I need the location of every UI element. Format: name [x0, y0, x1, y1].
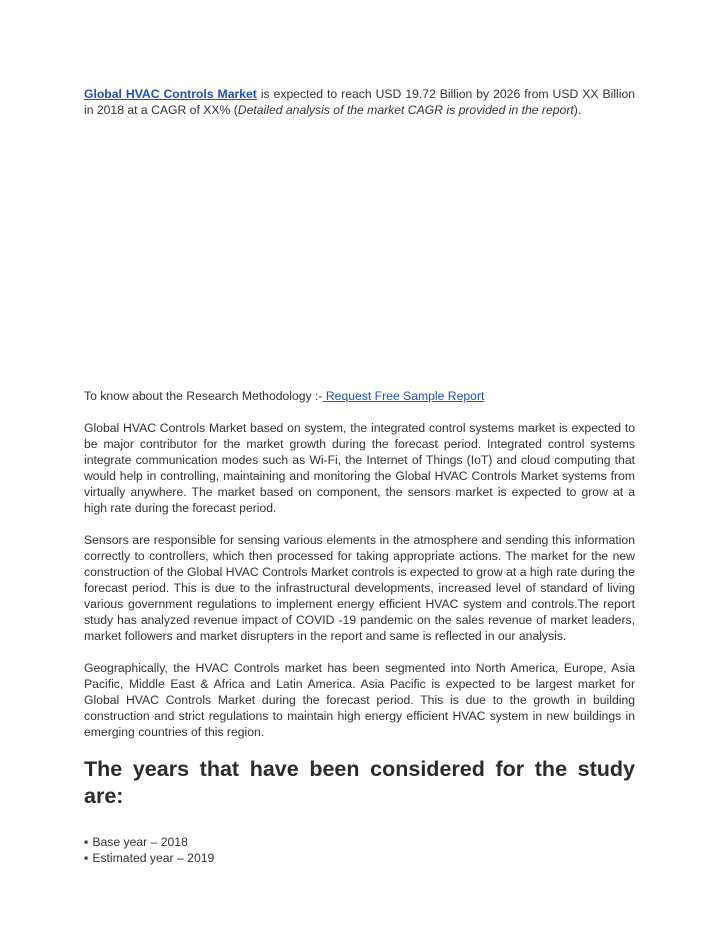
- list-item: [84, 834, 635, 850]
- intro-text: is expected to reach USD 19.72 Billion by 2026 from USD XX Billion in 2018 at a CAGR of XX% (: [84, 87, 635, 117]
- body-paragraph-system: Global HVAC Controls Market based on system, the integrated control systems market is expected to be major contributor for the market growth during the forecast period. Integrated control systems integrate communication modes such as Wi-Fi, the Internet of Things (IoT) and cloud computing that would help in controlling, maintaining and monitoring the Global HVAC Controls Market systems from virtually anywhere. The market based on component, the sensors market is expected to grow at a high rate during the forecast period.: [84, 421, 635, 515]
- intro-text-end: ).: [573, 103, 582, 117]
- bullet-icon: ▪: [84, 835, 89, 849]
- list-item-text: Estimated year – 2019: [92, 851, 215, 865]
- body-paragraph-geography: Geographically, the HVAC Controls market has been segmented into North America, Europe, Asia Pacific, Middle East & Africa and Latin America. Asia Pacific is expected to be largest market for Global HVAC Controls Market during the forecast period. This is due to the growth in building construction and strict regulations to maintain high energy efficient HVAC system in new buildings in emerging countries of this region.: [84, 661, 635, 739]
- request-sample-link[interactable]: Request Free Sample Report: [322, 389, 485, 403]
- list-item: [84, 850, 635, 866]
- study-years-list: [84, 834, 635, 866]
- list-item-text: Base year – 2018: [92, 835, 188, 849]
- methodology-label: To know about the Research Methodology :-: [84, 389, 323, 403]
- intro-italic-note: Detailed analysis of the market CAGR is provided in the report: [237, 103, 574, 117]
- body-paragraph-sensors: Sensors are responsible for sensing various elements in the atmosphere and sending this information correctly to controllers, which then processed for taking appropriate actions. The market for the new construction of the Global HVAC Controls Market controls is expected to grow at a high rate during the forecast period. This is due to the infrastructural developments, increased level of standard of living various government regulations to implement energy efficient HVAC system and controls.The report study has analyzed revenue impact of COVID -19 pandemic on the sales revenue of market leaders, market followers and market disrupters in the report and same is reflected in our analysis.: [84, 533, 635, 643]
- market-link[interactable]: Global HVAC Controls Market: [84, 87, 257, 101]
- study-years-heading: The years that have been considered for the study are:: [84, 757, 635, 808]
- methodology-line: [84, 388, 635, 404]
- intro-paragraph: [84, 86, 635, 388]
- document-page: [84, 86, 635, 866]
- bullet-icon: ▪: [84, 851, 89, 865]
